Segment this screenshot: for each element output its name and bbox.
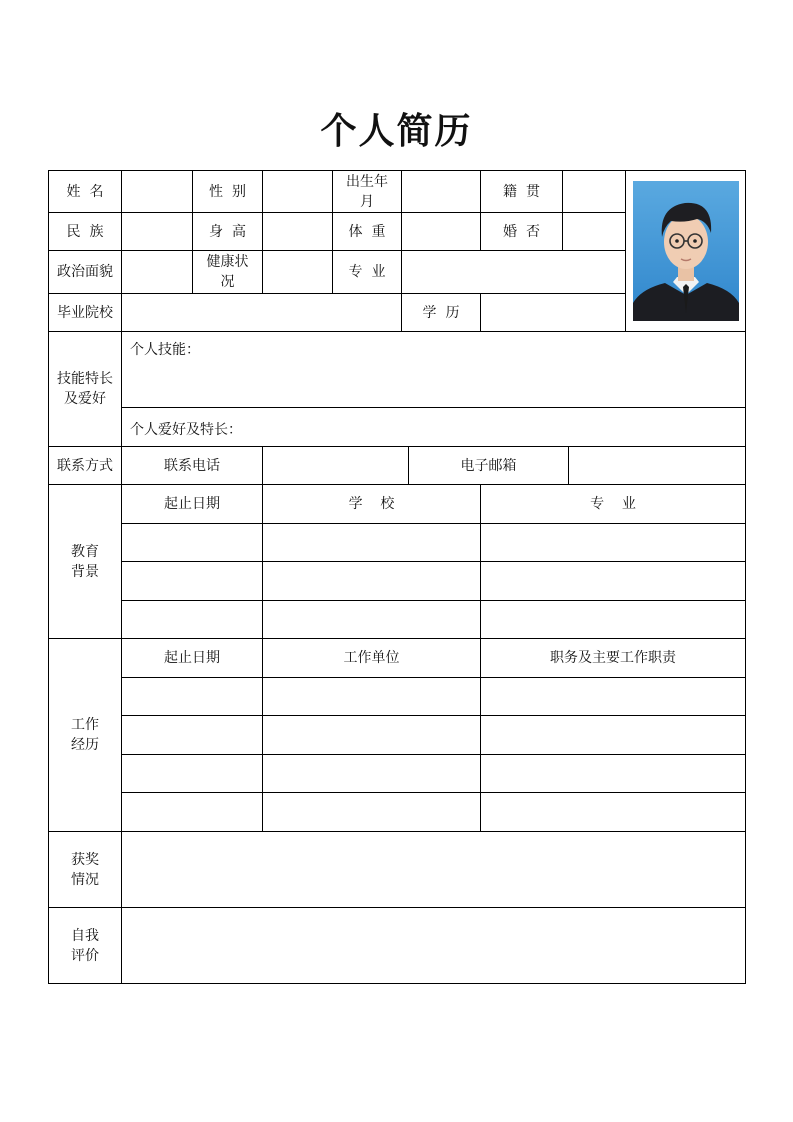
political-label: 政治面貌 <box>48 250 122 294</box>
health-field[interactable] <box>262 250 333 294</box>
work-header-employer: 工作单位 <box>262 638 481 678</box>
degree-field[interactable] <box>480 293 626 332</box>
marital-label: 婚 否 <box>480 212 563 251</box>
name-label: 姓 名 <box>48 170 122 213</box>
work-cell[interactable] <box>121 792 263 832</box>
school-field[interactable] <box>121 293 402 332</box>
marital-field[interactable] <box>562 212 626 251</box>
education-cell[interactable] <box>262 561 481 601</box>
education-section-label: 教育 背景 <box>48 484 122 639</box>
birth-label: 出生年 月 <box>332 170 402 213</box>
height-field[interactable] <box>262 212 333 251</box>
education-header-school: 学 校 <box>262 484 481 524</box>
contact-section-label: 联系方式 <box>48 446 122 485</box>
awards-field[interactable] <box>121 831 746 908</box>
work-cell[interactable] <box>121 754 263 793</box>
education-cell[interactable] <box>480 600 746 639</box>
ethnicity-label: 民 族 <box>48 212 122 251</box>
education-cell[interactable] <box>121 600 263 639</box>
height-label: 身 高 <box>192 212 263 251</box>
school-label: 毕业院校 <box>48 293 122 332</box>
work-cell[interactable] <box>262 715 481 755</box>
education-cell[interactable] <box>121 561 263 601</box>
education-cell[interactable] <box>480 523 746 562</box>
work-cell[interactable] <box>121 677 263 716</box>
page-title: 个人简历 <box>320 110 473 152</box>
work-cell[interactable] <box>262 792 481 832</box>
ethnicity-field[interactable] <box>121 212 193 251</box>
health-label: 健康状 况 <box>192 250 263 294</box>
skills-section-label: 技能特长 及爱好 <box>48 331 122 447</box>
phone-label: 联系电话 <box>121 446 263 485</box>
education-cell[interactable] <box>262 523 481 562</box>
hobbies-field[interactable] <box>121 407 746 447</box>
native-label: 籍 贯 <box>480 170 563 213</box>
work-cell[interactable] <box>121 715 263 755</box>
work-cell[interactable] <box>480 715 746 755</box>
work-header-date: 起止日期 <box>121 638 263 678</box>
weight-label: 体 重 <box>332 212 402 251</box>
work-cell[interactable] <box>480 754 746 793</box>
skills-field[interactable] <box>121 331 746 408</box>
major-label: 专 业 <box>332 250 402 294</box>
self-eval-field[interactable] <box>121 907 746 984</box>
education-cell[interactable] <box>262 600 481 639</box>
education-cell[interactable] <box>121 523 263 562</box>
gender-label: 性 别 <box>192 170 263 213</box>
education-header-major: 专 业 <box>480 484 746 524</box>
phone-field[interactable] <box>262 446 409 485</box>
hobbies-label: 个人爱好及特长： <box>130 422 242 438</box>
weight-field[interactable] <box>401 212 481 251</box>
email-field[interactable] <box>568 446 746 485</box>
awards-section-label: 获奖 情况 <box>48 831 122 908</box>
photo-cell <box>625 170 746 332</box>
work-section-label: 工作 经历 <box>48 638 122 832</box>
work-cell[interactable] <box>480 677 746 716</box>
email-label: 电子邮箱 <box>408 446 569 485</box>
name-field[interactable] <box>121 170 193 213</box>
work-cell[interactable] <box>480 792 746 832</box>
work-cell[interactable] <box>262 677 481 716</box>
political-field[interactable] <box>121 250 193 294</box>
self-eval-section-label: 自我 评价 <box>48 907 122 984</box>
birth-field[interactable] <box>401 170 481 213</box>
work-header-duties: 职务及主要工作职责 <box>480 638 746 678</box>
degree-label: 学 历 <box>401 293 481 332</box>
gender-field[interactable] <box>262 170 333 213</box>
education-cell[interactable] <box>480 561 746 601</box>
work-cell[interactable] <box>262 754 481 793</box>
native-field[interactable] <box>562 170 626 213</box>
education-header-date: 起止日期 <box>121 484 263 524</box>
portrait-photo-icon <box>633 181 739 321</box>
major-field[interactable] <box>401 250 626 294</box>
skills-label: 个人技能： <box>130 342 200 358</box>
